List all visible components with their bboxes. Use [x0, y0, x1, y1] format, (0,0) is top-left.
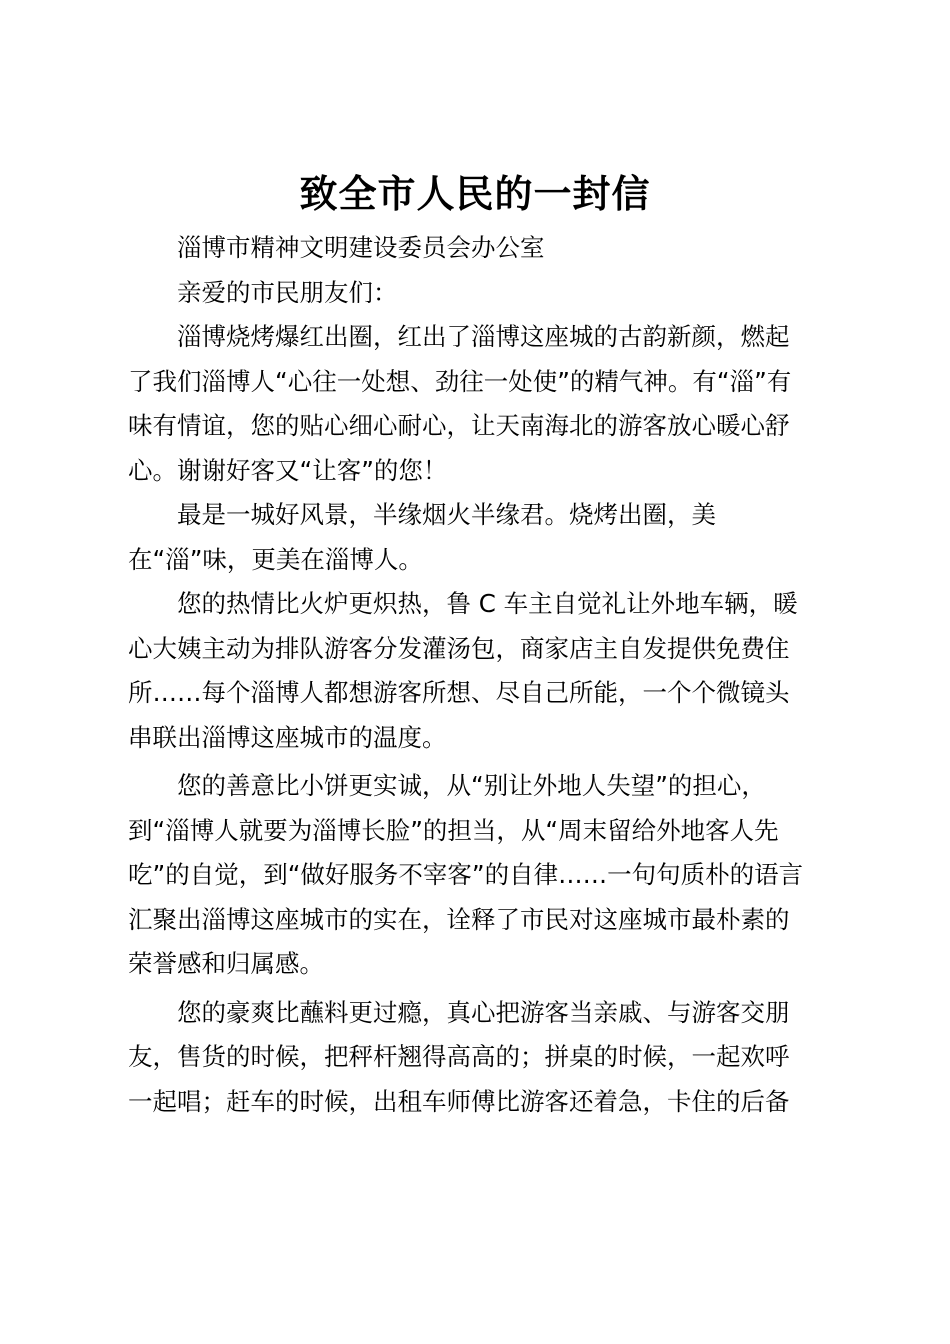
paragraph-line: 心大姨主动为排队游客分发灌汤包，商家店主自发提供免费住	[128, 633, 790, 663]
paragraph-line: 吃”的自觉，到“做好服务不宰客”的自律……一句句质朴的语言	[128, 860, 804, 889]
paragraph-line: 您的热情比火炉更炽热，鲁 C 车主自觉礼让外地车辆，暖	[177, 589, 798, 618]
document-body	[128, 226, 833, 1124]
paragraph-line: 了我们淄博人“心往一处想、劲往一处使”的精气神。有“淄”有	[128, 366, 792, 396]
paragraph-4	[128, 764, 833, 987]
author-line: 淄博市精神文明建设委员会办公室	[177, 233, 545, 262]
paragraph-line: 您的豪爽比蘸料更过瘾，真心把游客当亲戚、与游客交朋	[177, 997, 790, 1027]
paragraph-line: 荣誉感和归属感。	[128, 949, 324, 978]
paragraph-line: 味有情谊，您的贴心细心耐心，让天南海北的游客放心暖心舒	[128, 411, 790, 440]
paragraph-line: 您的善意比小饼更实诚，从“别让外地人失望”的担心，	[177, 771, 766, 800]
paragraph-line: 所……每个淄博人都想游客所想、尽自己所能，一个个微镜头	[128, 678, 790, 707]
paragraph-line: 到“淄博人就要为淄博长脸”的担当，从“周末留给外地客人先	[128, 815, 779, 845]
paragraph-line: 汇聚出淄博这座城市的实在，诠释了市民对这座城市最朴素的	[128, 904, 790, 934]
paragraph-line: 串联出淄博这座城市的温度。	[128, 722, 447, 752]
paragraph-line: 友，售货的时候，把秤杆翘得高高的；拼桌的时候，一起欢呼	[128, 1042, 790, 1071]
paragraph-line: 最是一城好风景，半缘烟火半缘君。烧烤出圈，美	[177, 500, 716, 529]
paragraph-line: 心。谢谢好客又“让客”的您！	[128, 455, 448, 485]
paragraph-line: 一起唱；赶车的时候，出租车师傅比游客还着急，卡住的后备	[128, 1086, 790, 1116]
document-title: 致全市人民的一封信	[299, 172, 651, 216]
paragraph-line: 淄博烧烤爆红出圈，红出了淄博这座城的古韵新颜，燃起	[177, 322, 790, 351]
salutation: 亲爱的市民朋友们：	[177, 277, 398, 307]
paragraph-line: 在“淄”味，更美在淄博人。	[128, 544, 423, 574]
paragraph-5	[128, 991, 833, 1125]
paragraph-2	[128, 493, 833, 582]
paragraph-3	[128, 582, 833, 760]
paragraph-1	[128, 315, 833, 493]
